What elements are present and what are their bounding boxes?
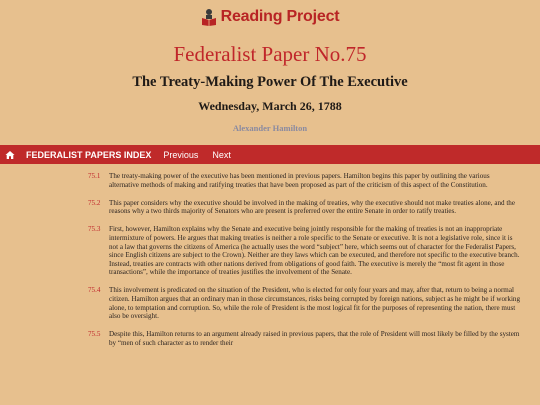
book-icon [201,8,217,26]
paragraph [88,330,520,347]
paragraph [88,199,520,216]
paragraph-text: First, however, Hamilton explains why the Senate and executive being jointly responsible for the making of treaties is not an inappropriate intermixture of powers. He argues that making treaties is neither a role specific to the Senate or executive. It is not a legislative role, since it is not a law that governs the citizens of America (he actually uses the word “subject” here, which seems out of character for the Federalist Papers, since English citizens are subject to the Crown). Neither are they laws which can be executed, and therefore not specific to the executive branch. Instead, treaties are contracts with other nations derived from obligations of good faith. The executive is merely the “most fit agent in those transactions”, while the importance of treaties justifies the involvement of the Senate. [109,225,520,277]
article-body [88,172,520,357]
logo-text: Reading Project [220,8,340,25]
page-subtitle: The Treaty-Making Power Of The Executive [132,74,408,90]
page-title: Federalist Paper No.75 [173,42,367,66]
paragraph [88,172,520,189]
paragraph-text: This involvement is predicated on the situation of the President, who is elected for only four years and may, after that, return to being a normal citizen. Hamilton argues that an ordinary man in those circumstances, risks being corrupted by foreign nations, subject as he might be if working alone, to temptation and corruption. So, while the role of President is the most logical fit for the purposes of representing the nation, there must also be oversight. [109,286,521,321]
paragraph [88,286,520,320]
nav-previous-link[interactable]: Previous [163,149,199,160]
main-navbar [0,145,540,164]
paragraph [88,225,520,277]
author-name: Alexander Hamilton [232,123,308,133]
paragraph-number: 75.3 [88,225,101,234]
paragraph-number: 75.2 [88,198,101,207]
paragraph-number: 75.4 [88,286,101,295]
nav-next-link[interactable]: Next [212,149,231,160]
paragraph-text: This paper considers why the executive should be involved in the making of treaties, why the executive should not make treaties alone, and the reasons why a two thirds majority of Senators who are present is preferred over the entire Senate in order to ratify treaties. [109,198,515,216]
paragraph-number: 75.1 [88,172,101,180]
nav-index-link[interactable]: FEDERALIST PAPERS INDEX [26,149,152,160]
home-icon[interactable] [5,150,15,160]
site-logo[interactable] [0,8,540,26]
paragraph-text: The treaty-making power of the executive has been mentioned in previous papers. Hamilton begins this paper by outlining the various alternative methods of making and ratifying treaties that have been proposed as part of the criticism of this aspect of the Constitution. [109,172,490,189]
publication-date: Wednesday, March 26, 1788 [198,99,342,113]
paragraph-text: Despite this, Hamilton returns to an argument already raised in previous papers, that the role of President will most likely be filled by the system by “men of such character as to render their [109,330,520,347]
paragraph-number: 75.5 [88,330,101,339]
